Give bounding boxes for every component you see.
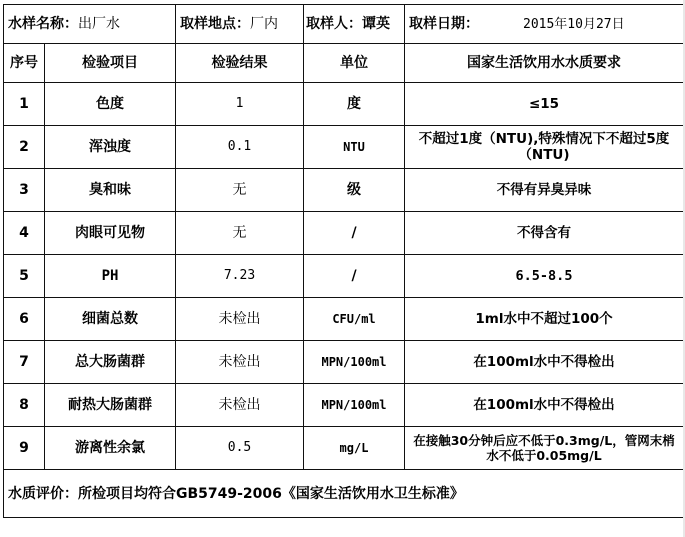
test-item: 浑浊度 [45,126,176,169]
sampling-date-value: 2015年10月27日 [523,16,625,32]
test-result: 未检出 [176,298,304,341]
table-row [4,126,684,169]
sampler-value: 谭英 [362,16,390,32]
sampler-cell [304,5,405,44]
test-result: 1 [176,83,304,126]
requirement: 在接触30分钟后应不低于0.3mg/L，管网末梢水不低于0.05mg/L [405,427,684,470]
table-row [4,298,684,341]
unit: mg/L [304,427,405,470]
row-number: 9 [4,427,45,470]
requirement: 在100ml水中不得检出 [405,341,684,384]
requirement: 6.5-8.5 [405,255,684,298]
sample-name-cell [4,5,176,44]
unit: MPN/100ml [304,384,405,427]
unit: 度 [304,83,405,126]
column-header-row [4,44,684,83]
requirement: 1ml水中不超过100个 [405,298,684,341]
test-item: 总大肠菌群 [45,341,176,384]
unit: NTU [304,126,405,169]
column-header-requirement: 国家生活饮用水水质要求 [405,44,684,83]
row-number: 8 [4,384,45,427]
requirement: 在100ml水中不得检出 [405,384,684,427]
column-header-result: 检验结果 [176,44,304,83]
table-row [4,212,684,255]
sampling-location-cell [176,5,304,44]
requirement: ≤15 [405,83,684,126]
test-result: 未检出 [176,341,304,384]
test-item: PH [45,255,176,298]
test-result: 0.1 [176,126,304,169]
unit: CFU/ml [304,298,405,341]
sampling-date-cell [405,5,684,44]
test-item: 游离性余氯 [45,427,176,470]
sample-info-row [4,5,684,44]
water-quality-table [3,4,684,518]
requirement: 不超过1度（NTU),特殊情况下不超过5度（NTU) [405,126,684,169]
test-item: 细菌总数 [45,298,176,341]
column-header-item: 检验项目 [45,44,176,83]
row-number: 7 [4,341,45,384]
requirement: 不得有异臭异味 [405,169,684,212]
sample-name-value: 出厂水 [78,16,120,32]
sample-name-label: 水样名称： [8,16,78,32]
unit: / [304,212,405,255]
evaluation-row [4,470,684,518]
table-row [4,169,684,212]
table-row [4,83,684,126]
unit: / [304,255,405,298]
test-item: 臭和味 [45,169,176,212]
requirement: 不得含有 [405,212,684,255]
unit: 级 [304,169,405,212]
table-row [4,384,684,427]
table-row [4,255,684,298]
water-quality-evaluation: 水质评价：所检项目均符合GB5749-2006《国家生活饮用水卫生标准》 [4,470,684,518]
table-row [4,427,684,470]
row-number: 1 [4,83,45,126]
row-number: 3 [4,169,45,212]
test-result: 未检出 [176,384,304,427]
test-result: 无 [176,212,304,255]
table-row [4,341,684,384]
unit: MPN/100ml [304,341,405,384]
test-result: 7.23 [176,255,304,298]
test-result: 无 [176,169,304,212]
column-header-unit: 单位 [304,44,405,83]
test-item: 耐热大肠菌群 [45,384,176,427]
row-number: 6 [4,298,45,341]
test-result: 0.5 [176,427,304,470]
test-item: 色度 [45,83,176,126]
test-item: 肉眼可见物 [45,212,176,255]
row-number: 4 [4,212,45,255]
sampling-location-value: 厂内 [250,16,278,32]
column-header-no: 序号 [4,44,45,83]
sampling-location-label: 取样地点： [180,16,250,32]
sampling-date-label: 取样日期： [409,15,479,32]
sampler-label: 取样人： [306,16,362,32]
row-number: 2 [4,126,45,169]
row-number: 5 [4,255,45,298]
